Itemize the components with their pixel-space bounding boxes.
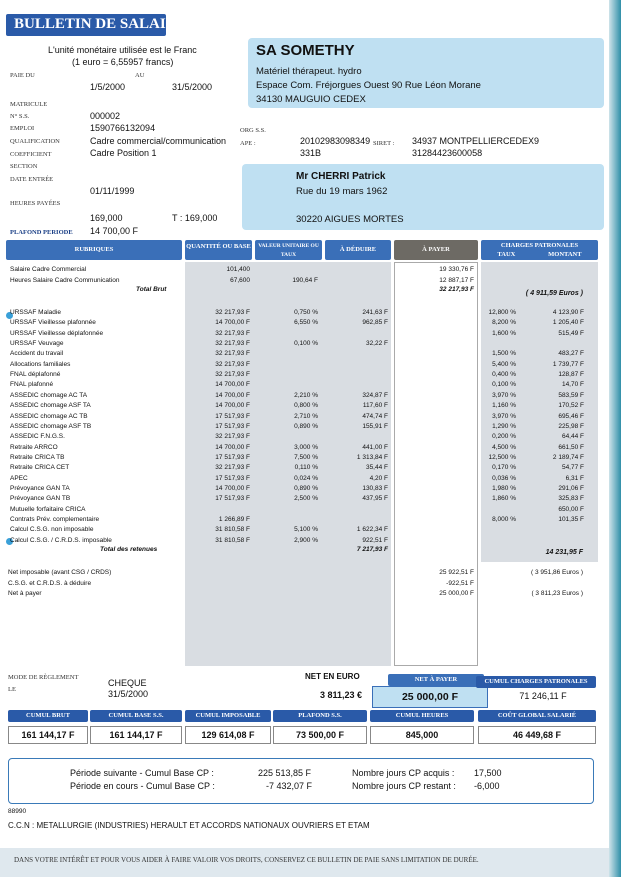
header-quantite: QUANTITÉ OU BASE [185,240,252,260]
deduction-label: URSSAF Veuvage [10,340,64,348]
deduction-label: Calcul C.S.G. non imposable [10,526,94,534]
patronal-taux: 0,100 % [492,381,516,389]
employee-name: Mr CHERRI Patrick [296,171,386,182]
patronal-taux: 8,200 % [492,319,516,327]
patronal-montant: 661,50 F [558,443,584,451]
period-from: 1/5/2000 [90,82,126,92]
deduction-base: 31 810,58 F [215,536,250,544]
deduction-taux: 0,024 % [294,474,318,482]
patronal-montant: 483,27 F [558,350,584,358]
header-taux: TAUX [497,251,516,258]
patronal-montant: 4 123,90 F [552,309,584,316]
patronal-taux: 5,400 % [492,360,516,368]
patronal-taux: 12,500 % [488,453,516,461]
cp-encours-label: Période en cours - Cumul Base CP : [70,781,215,791]
earning-base: 101,400 [226,266,250,273]
org-label: ORG S.S. [240,127,266,134]
deduction-label: Mutuelle forfaitaire CRICA [10,505,86,513]
deduction-taux: 2,210 % [294,391,318,399]
patronal-montant: 325,83 F [558,495,584,503]
deduction-label: Contrats Prév. complementaire [10,516,100,523]
cumul-header: CUMUL IMPOSABLE [185,710,271,722]
cumul-value: 129 614,08 F [185,726,271,744]
qualification-value: Cadre Position 1 [90,148,157,158]
siret-value: 31284423600058 [412,148,483,158]
net-euro-value: 3 811,23 € [320,690,363,700]
deduction-label: Accident du travail [10,350,64,358]
header-patronales-label: CHARGES PATRONALES [500,242,579,249]
patronal-taux: 0,200 % [492,433,516,441]
total-brut-label: Total Brut [136,286,167,293]
net-payer-header: NET À PAYER [388,674,484,686]
cumul-value: 73 500,00 F [273,726,367,744]
deduction-label: URSSAF Maladie [10,309,61,316]
patronal-montant: 101,35 F [558,516,584,523]
deduction-amount: 35,44 F [365,464,388,472]
deduction-base: 14 700,00 F [215,484,250,492]
plafond-label: PLAFOND PERIODE [10,229,73,236]
deduction-amount: 117,60 F [362,402,388,410]
total-brut-patronal: ( 4 911,59 Euros ) [525,290,583,297]
deduction-base: 17 517,93 F [215,495,250,503]
patronal-taux: 3,970 % [492,412,516,420]
patronal-montant: 6,31 F [565,474,584,482]
patronal-montant: 1 205,40 F [552,319,584,327]
net-line-payer: 25 000,00 F [439,590,474,597]
period-to: 31/5/2000 [172,82,213,92]
deduction-amount: 437,95 F [362,495,388,503]
earning-payer: 19 330,76 F [439,266,474,273]
heures-value: 169,000 [90,213,123,223]
patronal-montant: 650,00 F [558,505,584,513]
deduction-taux: 2,710 % [294,412,318,420]
header-patronales [481,240,598,260]
deduction-label: Retraite ARRCO [10,443,58,451]
net-line-label: Net à payer [8,590,42,597]
cumul-patronales-value: 71 246,11 F [519,691,567,701]
cumul-patronales-header: CUMUL CHARGES PATRONALES [476,676,596,688]
deduction-taux: 0,750 % [294,309,318,316]
coefficient-label: COEFFICIENT [10,151,52,158]
deduction-label: FNAL plafonné [10,381,54,389]
footer-code: 88990 [8,808,27,815]
deduction-taux: 2,500 % [294,495,318,503]
patronal-montant: 128,87 F [558,371,584,379]
deduction-base: 14 700,00 F [215,319,250,327]
cumul-value: 845,000 [370,726,474,744]
patronal-taux: 1,500 % [492,350,516,358]
deduction-taux: 0,890 % [294,422,318,430]
deduction-amount: 474,74 F [362,412,388,420]
patronal-taux: 3,970 % [492,391,516,399]
net-line-label: C.S.G. et C.R.D.S. à déduire [8,579,92,587]
footer-notice: DANS VOTRE INTÉRÊT ET POUR VOUS AIDER À FAIRE VALOIR VOS DROITS, CONSERVEZ CE BULLETIN DE PAIE SANS LIMITATION DE DURÉE. [14,856,479,864]
cp-restant-label: Nombre jours CP restant : [352,781,456,791]
deduction-amount: 241,63 F [362,309,388,316]
deduction-label: URSSAF Vieillesse déplafonnée [10,329,104,337]
cp-acquis-label: Nombre jours CP acquis : [352,768,455,778]
net-payer-value: 25 000,00 F [372,686,488,708]
deduction-base: 32 217,93 F [215,371,250,379]
employer-address1: Espace Com. Fréjorgues Ouest 90 Rue Léon Morane [256,80,481,91]
patronal-taux: 1,980 % [492,484,516,492]
deduction-label: APEC [10,474,28,482]
date-entree-value: 01/11/1999 [90,186,135,196]
org-value: 20102983098349 [300,136,371,146]
emploi-label: EMPLOI [10,125,35,132]
payer-column-bg [394,262,478,666]
deduction-base: 31 810,58 F [215,526,250,534]
patronal-taux: 8,000 % [492,516,516,523]
cumul-value: 46 449,68 F [478,726,596,744]
page-edge-decoration [609,0,621,877]
ape-value: 331B [300,148,322,158]
patronal-montant: 54,77 F [561,464,584,472]
cp-restant-value: -6,000 [474,781,500,791]
emploi-value: Cadre commercial/communication [90,136,227,146]
earning-label: Salaire Cadre Commercial [10,266,87,273]
siret-label: SIRET : [373,140,395,147]
patronal-taux: 1,860 % [492,495,516,503]
cumul-header: COÛT GLOBAL SALARIÉ [478,710,596,722]
deduction-label: ASSEDIC chomage AC TB [10,412,88,420]
patronal-montant: 2 189,74 F [552,453,584,461]
employer-name: SA SOMETHY [256,42,355,59]
employee-city: 30220 AIGUES MORTES [296,214,404,225]
period-from-label: PAIE DU [10,72,35,79]
deduction-amount: 441,00 F [362,443,388,451]
deduction-label: Prévoyance GAN TB [10,495,71,503]
patronal-taux: 12,800 % [488,309,516,316]
deduction-label: Calcul C.S.G. / C.R.D.S. imposable [10,536,112,544]
section-label: SECTION [10,163,38,170]
earning-payer: 12 887,17 F [439,277,474,284]
cumul-header: CUMUL HEURES [370,710,474,722]
reglement-le-label: LE [8,686,16,693]
deduction-base: 17 517,93 F [215,453,250,461]
nss-value: 1590766132094 [90,123,156,133]
patronal-taux: 0,036 % [492,474,516,482]
cp-acquis-value: 17,500 [474,768,502,778]
reglement-date: 31/5/2000 [108,689,149,699]
period-to-label: AU [135,72,145,79]
patronal-taux: 1,160 % [492,402,516,410]
deduction-base: 14 700,00 F [215,443,250,451]
currency-note-1: L'unité monétaire utilisée est le Franc [48,45,197,55]
deduction-base: 32 217,93 F [215,360,250,368]
net-line-payer: 25 922,51 F [439,569,474,576]
deduction-base: 32 217,93 F [215,464,250,472]
deduction-label: ASSEDIC chomage ASF TB [10,422,92,430]
employer-address2: 34130 MAUGUIO CEDEX [256,94,366,105]
deduction-amount: 4,20 F [369,474,388,482]
heures-label: HEURES PAYÉES [10,200,61,207]
patronal-taux: 1,600 % [492,329,516,337]
net-line-payer: -922,51 F [446,579,474,587]
cumul-header: CUMUL BASE S.S. [90,710,182,722]
deduction-amount: 324,87 F [362,391,388,399]
deduction-taux: 3,000 % [294,443,318,451]
deduction-base: 14 700,00 F [215,391,250,399]
deduction-taux: 0,890 % [294,484,318,492]
patronal-montant: 291,06 F [558,484,584,492]
deduction-base: 14 700,00 F [215,381,250,389]
cp-suivante-value: 225 513,85 F [258,768,312,778]
reglement-mode: CHEQUE [108,678,147,688]
reglement-mode-label: MODE DE RÈGLEMENT [8,674,79,681]
matricule-label: MATRICULE [10,101,48,108]
deduction-amount: 155,91 F [362,422,388,430]
total-retenues-patronal: 14 231,95 F [545,549,583,556]
deduction-amount: 1 313,84 F [356,453,388,461]
deduction-amount: 1 622,34 F [356,526,388,534]
patronal-taux: 4,500 % [492,443,516,451]
nss-label: N° S.S. [10,113,30,120]
total-retenues-label: Total des retenues [100,546,158,553]
deduction-amount: 922,51 F [362,536,388,544]
employer-activity: Matériel thérapeut. hydro [256,66,362,77]
deduction-label: ASSEDIC F.N.G.S. [10,433,65,441]
net-line-euro: ( 3 811,23 Euros ) [531,590,583,597]
deduction-taux: 5,100 % [294,526,318,534]
matricule-value: 000002 [90,111,121,121]
total-brut-payer: 32 217,93 F [439,286,474,293]
patronal-taux: 1,290 % [492,422,516,430]
patronal-taux: 0,400 % [492,371,516,379]
header-montant: MONTANT [548,251,582,258]
deduction-amount: 32,22 F [365,340,388,348]
header-payer: À PAYER [394,240,478,260]
deduction-taux: 0,110 % [294,464,318,472]
deduction-label: ASSEDIC chomage AC TA [10,391,88,399]
deduction-taux: 2,900 % [294,536,318,544]
patronal-montant: 583,59 F [558,391,584,399]
total-retenues-deduire: 7 217,93 F [356,546,388,553]
deduction-base: 32 217,93 F [215,350,250,358]
patronal-montant: 14,70 F [561,381,584,389]
deduction-taux: 0,800 % [294,402,318,410]
deduction-base: 14 700,00 F [215,402,250,410]
deduction-base: 32 217,93 F [215,433,250,441]
siret-city: 34937 MONTPELLIERCEDEX9 [412,136,540,146]
net-line-euro: ( 3 951,86 Euros ) [530,569,583,576]
cp-encours-value: -7 432,07 F [266,781,313,791]
patronal-montant: 170,52 F [558,402,584,410]
cumul-value: 161 144,17 F [90,726,182,744]
cumul-header: PLAFOND S.S. [273,710,367,722]
deduction-label: Prévoyance GAN TA [10,484,70,492]
header-deduire: À DÉDUIRE [325,240,391,260]
date-entree-label: DATE ENTRÉE [10,176,54,183]
earning-base: 67,600 [230,277,250,284]
employee-address: Rue du 19 mars 1962 [296,186,388,197]
deduction-label: Retraite CRICA CET [10,464,70,472]
deduction-amount: 130,83 F [362,484,388,492]
deduction-label: URSSAF Vieillesse plafonnée [10,319,96,327]
net-euro-label: NET EN EURO [305,672,360,681]
header-valeur: VALEUR UNITAIRE OU TAUX [255,240,322,260]
patronal-taux: 0,170 % [492,464,516,472]
earning-label: Heures Salaire Cadre Communication [10,277,120,284]
deduction-base: 17 517,93 F [215,422,250,430]
deduction-taux: 7,500 % [294,453,318,461]
deduction-base: 17 517,93 F [215,412,250,420]
cp-suivante-label: Période suivante - Cumul Base CP : [70,768,214,778]
deduction-amount: 962,85 F [362,319,388,327]
currency-note-2: (1 euro = 6,55957 francs) [72,57,174,67]
deduction-taux: 0,100 % [294,340,318,348]
net-line-label: Net imposable (avant CSG / CRDS) [8,569,112,576]
deduction-base: 32 217,93 F [215,340,250,348]
cumul-value: 161 144,17 F [8,726,88,744]
document-title: BULLETIN DE SALAIRE [6,14,166,36]
patronal-montant: 515,49 F [558,329,584,337]
deduction-base: 1 266,89 F [218,516,250,523]
ape-label: APE : [240,140,256,147]
footer-ccn: C.C.N : METALLURGIE (INDUSTRIES) HERAULT ET ACCORDS NATIONAUX OUVRIERS ET ETAM [8,821,370,830]
cumul-header: CUMUL BRUT [8,710,88,722]
deduction-base: 32 217,93 F [215,329,250,337]
patronal-montant: 695,46 F [558,412,584,420]
plafond-value: 14 700,00 F [90,226,139,236]
deduction-label: Retraite CRICA TB [10,453,65,461]
total-heures-value: T : 169,000 [172,213,218,223]
deduction-base: 32 217,93 F [215,309,250,316]
header-rubriques: RUBRIQUES [6,240,182,260]
deduction-label: ASSEDIC chomage ASF TA [10,402,91,410]
patronal-montant: 64,44 F [561,433,584,441]
patronal-montant: 1 739,77 F [552,360,584,368]
deduction-label: FNAL déplafonné [10,371,61,379]
deduction-label: Allocations familiales [10,360,71,368]
deduction-base: 17 517,93 F [215,474,250,482]
patronal-montant: 225,98 F [558,422,584,430]
qualification-label: QUALIFICATION [10,138,60,145]
earning-taux: 190,64 F [292,277,318,284]
deduction-taux: 6,550 % [294,319,318,327]
